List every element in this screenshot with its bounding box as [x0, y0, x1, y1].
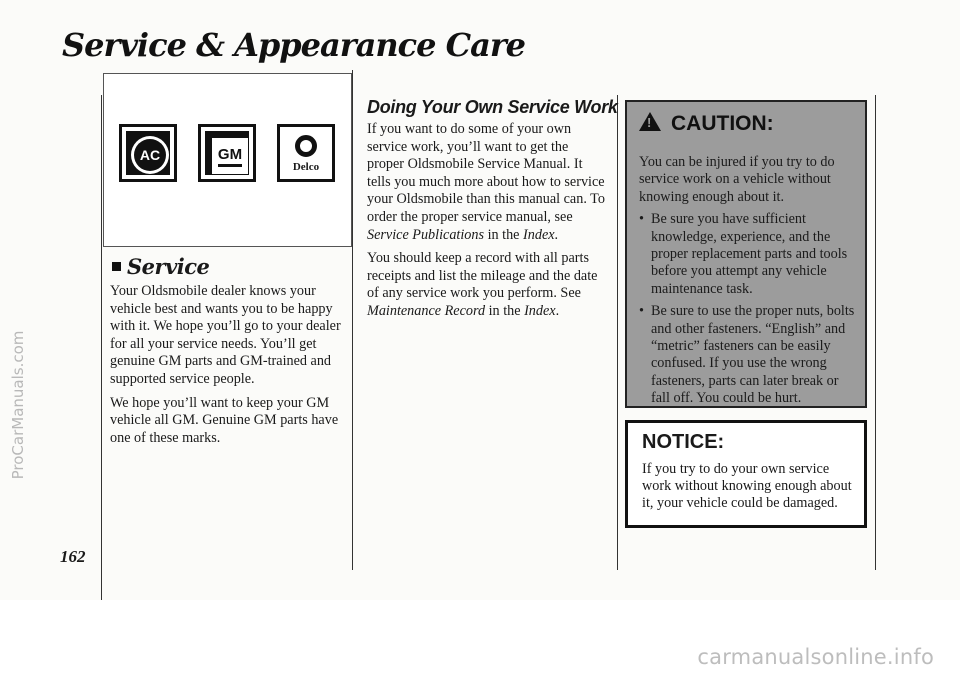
warning-triangle-icon [639, 112, 661, 131]
gm-logo [198, 124, 256, 182]
own-work-text [367, 121, 607, 327]
caution-bullet-2: • Be sure to use the proper nuts, bolts and other fasteners. “English” and “metric” fasteners can be easily confused. If you use the wrong fasteners, parts can later break or fall off. You could be hurt. [639, 303, 857, 407]
index-ref[interactable]: Index [523, 226, 555, 243]
caution-title-text: CAUTION: [671, 112, 774, 135]
footer-watermark: carmanualsonline.info [697, 645, 934, 669]
own-work-heading: Doing Your Own Service Work [367, 97, 618, 117]
notice-body: If you try to do your own service work without knowing enough about it, your vehicle could be damaged. [642, 461, 852, 511]
column-rule-right-b [875, 95, 876, 570]
service-text [110, 283, 350, 453]
notice-title: NOTICE: [642, 431, 725, 453]
column-rule-right-a [617, 95, 618, 570]
parts-logo-figure [103, 73, 352, 247]
service-paragraph-1: Your Oldsmobile dealer knows your vehicle best and wants you to be happy with it. We hope you’ll go to your dealer for all your service needs. You’ll get genuine GM parts and GM-trained and supported service people. [110, 283, 341, 387]
service-paragraph-2: We hope you’ll want to keep your GM vehicle all GM. Genuine GM parts have one of these marks. [110, 394, 339, 446]
page-number: 162 [60, 547, 86, 566]
caution-list [639, 211, 857, 407]
own-work-paragraph-1: If you want to do some of your own service work, you’ll want to get the proper Oldsmobile Service Manual. It tells you much more about how to service your Oldsmobile than this manual can. To order the proper service manual, see Service Publications in the Index. [367, 121, 605, 243]
side-watermark [4, 245, 32, 565]
ac-logo [119, 124, 177, 182]
square-bullet-icon [112, 262, 121, 271]
service-publications-ref[interactable]: Service Publications [367, 226, 485, 243]
caution-bullet-1: • Be sure you have sufficient knowledge, experience, and the proper replacement parts and tools before you attempt any vehicle maintenance task. [639, 211, 857, 298]
caution-body [639, 154, 857, 413]
delco-logo-text: Delco [292, 161, 320, 173]
maintenance-record-ref[interactable]: Maintenance Record [367, 302, 486, 319]
own-work-paragraph-2: You should keep a record with all parts receipts and list the mileage and the date of any service work you perform. See Maintenance Record in the Index. [367, 250, 598, 319]
gm-logo-text: GM [218, 146, 242, 167]
caution-box [625, 100, 867, 408]
side-watermark-text: ProCarManuals.com [9, 330, 27, 480]
index-ref-2[interactable]: Index [524, 302, 556, 319]
caution-intro: You can be injured if you try to do service work on a vehicle without knowing enough about it. [639, 154, 835, 205]
delco-ring-icon [295, 135, 317, 157]
delco-logo [277, 124, 335, 182]
page-header: Service & Appearance Care [62, 26, 526, 64]
column-rule-middle [352, 70, 353, 570]
ac-logo-text: AC [134, 139, 166, 171]
notice-box [625, 420, 867, 528]
service-heading-text: Service [127, 254, 210, 279]
column-rule-left [101, 95, 102, 600]
service-heading [112, 254, 209, 279]
caution-title [639, 112, 774, 136]
